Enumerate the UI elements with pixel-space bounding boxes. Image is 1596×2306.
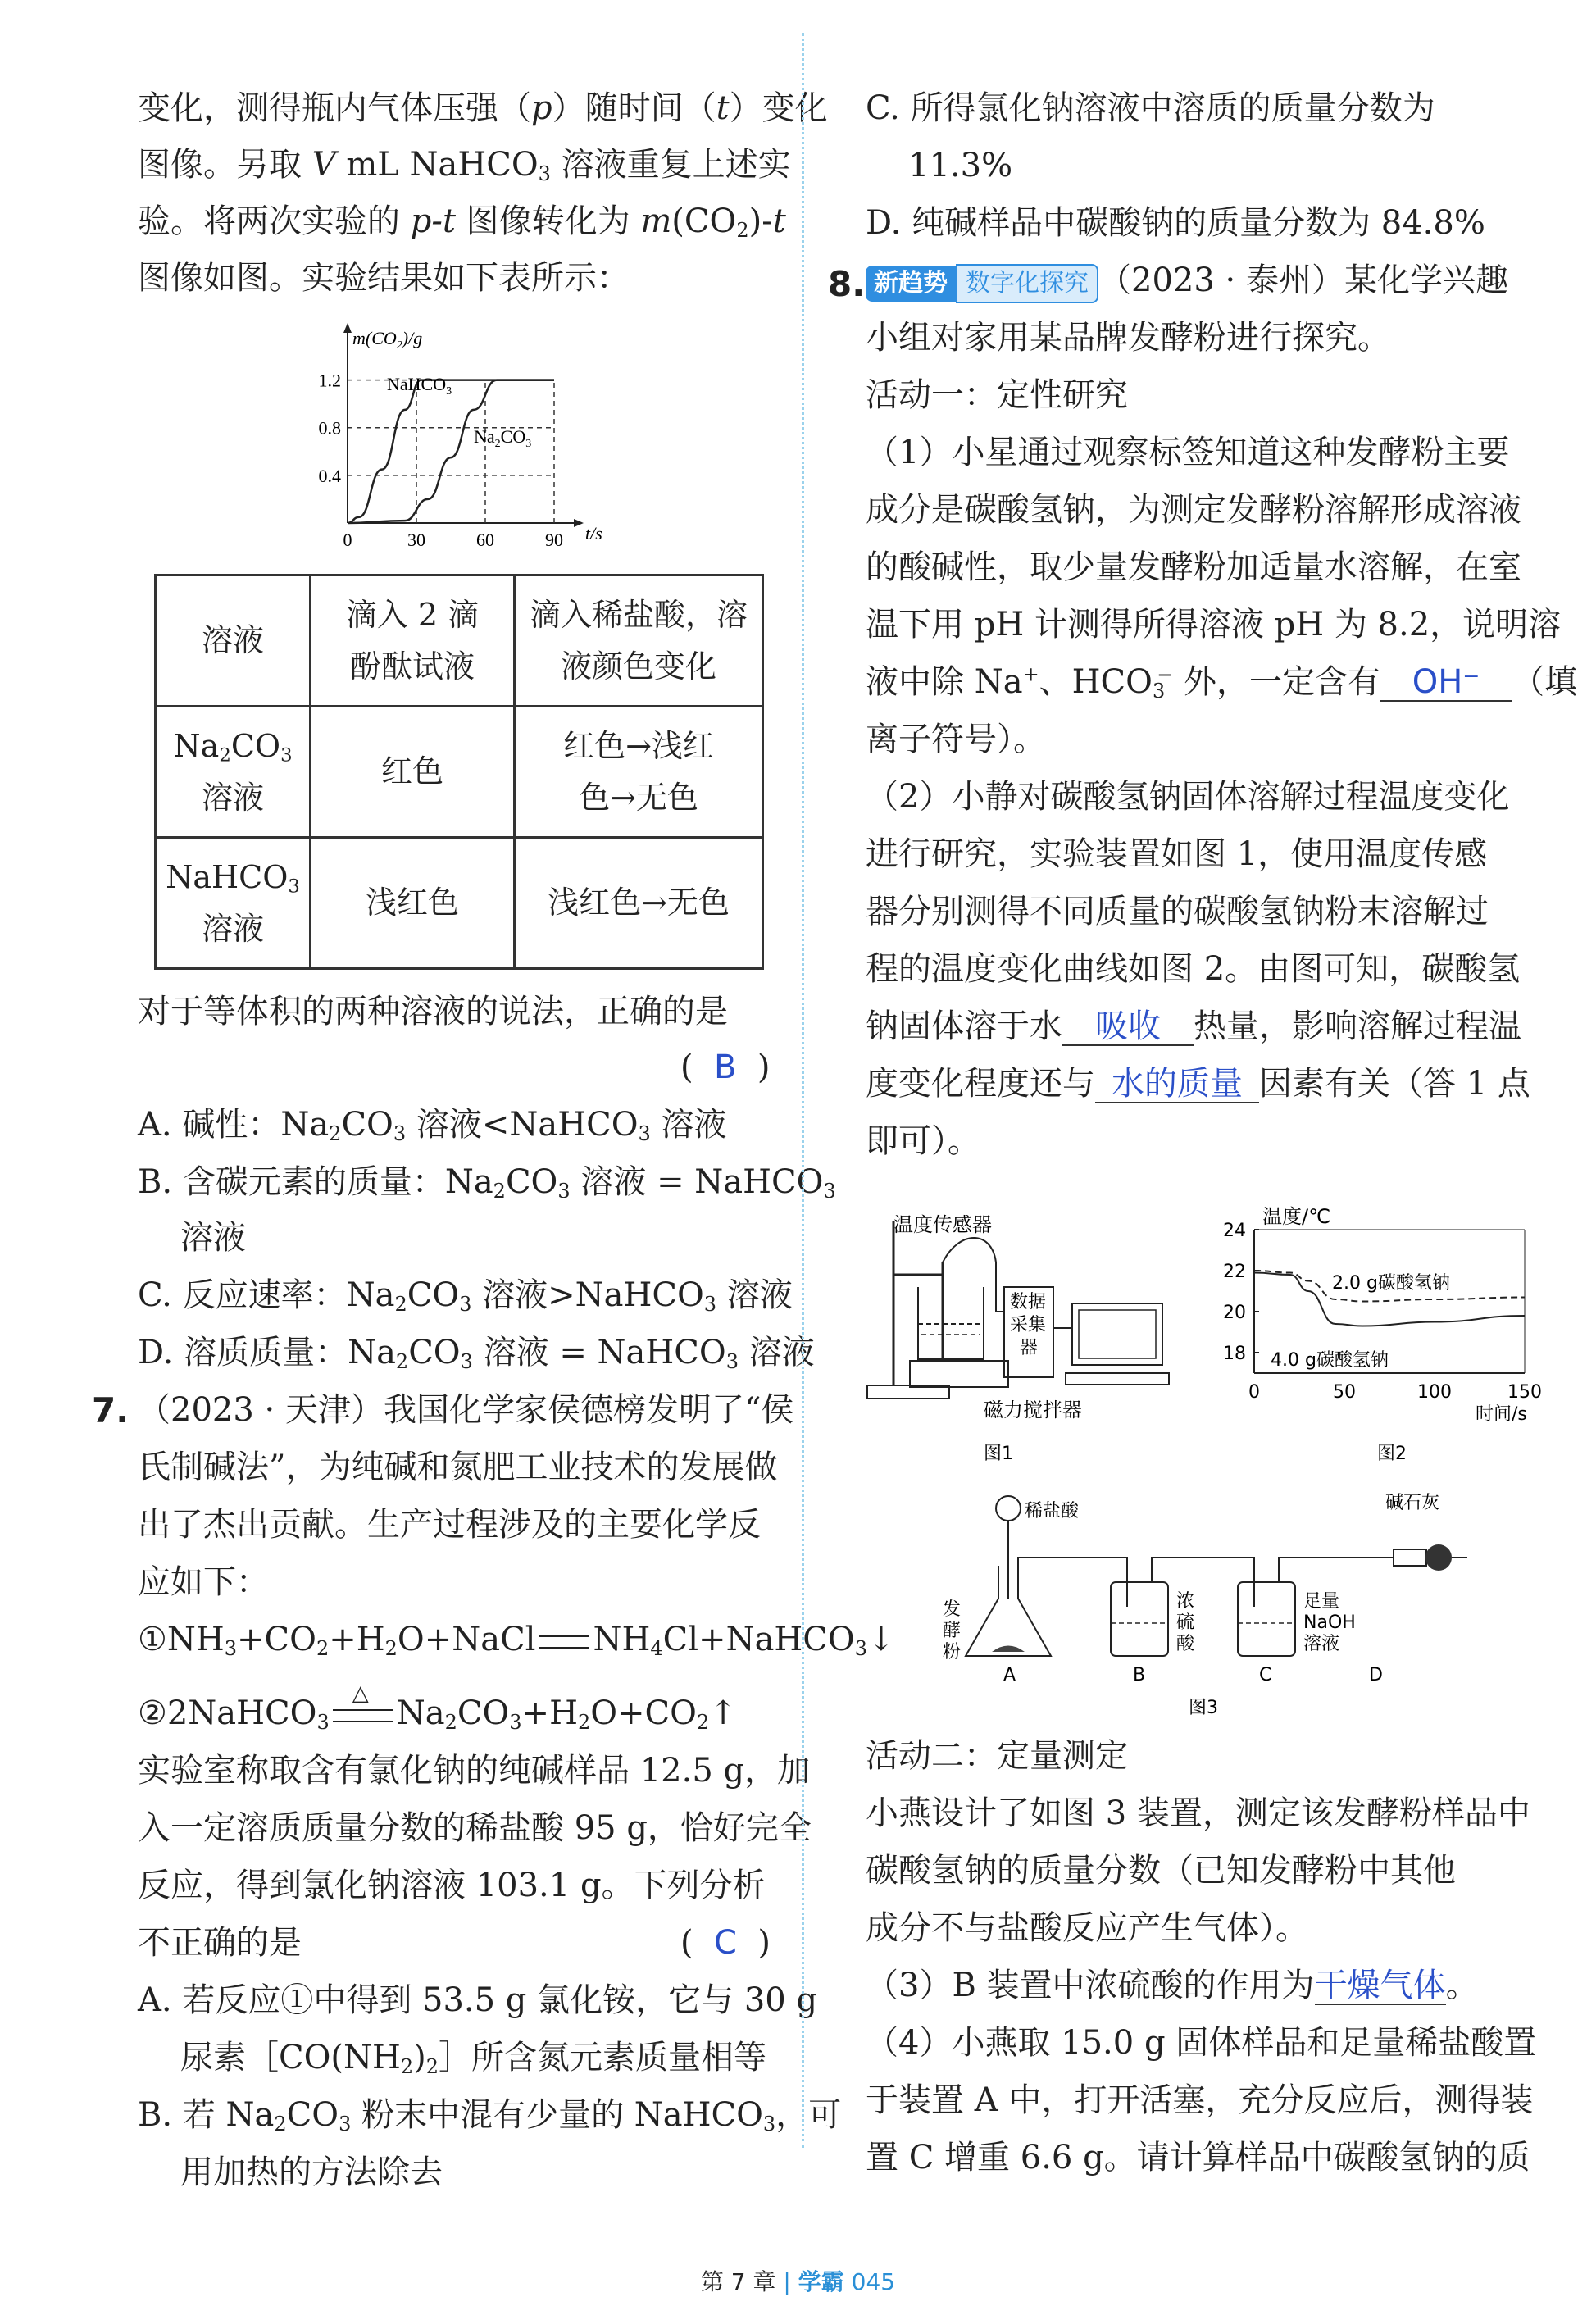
q8-line-1: 新趋势 数字化探究 （2023 · 泰州）某化学兴趣: [866, 261, 1508, 303]
x-tick-60: 60: [476, 530, 494, 550]
answer-blank-4: 干燥气体: [1314, 1967, 1446, 2004]
p5-line-3: 置 C 增重 6.6 g。请计算样品中碳酸氢钠的质: [866, 2139, 1530, 2176]
q7-option-b: B. 若 $Na_2CO_3$ 粉末中混有少量的 NaHCO$_3$，可: [138, 2096, 842, 2135]
footer-page-number: 045: [851, 2268, 896, 2295]
figure-1-caption: 图1: [984, 1444, 1013, 1464]
y-axis-arrow: [343, 323, 352, 333]
collector-label-1: 数据: [1010, 1292, 1047, 1312]
q7-line-2: 氏制碱法”，为纯碱和氮肥工业技术的发展做: [138, 1449, 778, 1486]
y-axis-label: $m(CO_2)/g$: [352, 328, 423, 352]
funnel-bulb: [996, 1496, 1021, 1521]
q7-equation-1: $①NH_3+CO_2+H_2O+NaCl$ $NH_4Cl+NaHCO_3↓$: [138, 1621, 895, 1660]
fig2-x-tick-100: 100: [1417, 1382, 1452, 1403]
p1-end: 离子符号）。: [866, 721, 1046, 758]
p2-line-3: 器分别测得不同质量的碳酸氢钠粉末溶解过: [866, 893, 1489, 930]
activity-1-title: 活动一：定性研究: [866, 376, 1128, 414]
th-hcl: 滴入稀盐酸，溶 液颜色变化: [515, 575, 763, 707]
q6-option-c: C. 反应速率：$Na_2CO_3$ 溶液>NaHCO$_3$ 溶液: [138, 1276, 793, 1316]
bottle-c: [1238, 1582, 1295, 1656]
q7-option-c: C. 所得氯化钠溶液中溶质的质量分数为: [866, 89, 1435, 127]
stirrer-label: 磁力搅拌器: [984, 1399, 1082, 1421]
p5-line-1: （4）小燕取 15.0 g 固体样品和足量稀盐酸置: [866, 2024, 1537, 2062]
sensor-cable: [943, 1238, 1004, 1312]
flask-a-powder: [992, 1646, 1025, 1653]
new-trend-tag: 新趋势: [866, 266, 956, 302]
letter-a: A: [1003, 1665, 1016, 1685]
letter-b: B: [1133, 1665, 1146, 1685]
naoh-label-2: NaOH: [1303, 1612, 1356, 1633]
cell-na2co3-hcl: 红色→浅红 色→无色: [515, 707, 763, 838]
x-axis-label: t/s: [585, 523, 602, 544]
acid-label: 稀盐酸: [1025, 1501, 1080, 1521]
cell-nahco3-phen: 浅红色: [311, 838, 515, 969]
tube-c-d: [1279, 1558, 1394, 1582]
h2so4-label-3: 酸: [1176, 1634, 1195, 1654]
q7-answer: ( C ): [680, 1924, 771, 1962]
x-tick-90: 90: [545, 530, 563, 550]
q7-body-2: 入一定溶质质量分数的稀盐酸 95 g，恰好完全: [138, 1809, 812, 1847]
q7-body-1: 实验室称取含有氯化钠的纯碱样品 12.5 g，加: [138, 1752, 811, 1790]
fig2-label-2g: 2.0 g碳酸氢钠: [1332, 1273, 1450, 1294]
fig2-label-4g: 4.0 g碳酸氢钠: [1271, 1350, 1389, 1371]
y-tick-1.2: 1.2: [318, 370, 341, 391]
q6-option-a: A. 碱性：$Na_2CO_3$ 溶液<NaHCO$_3$ 溶液: [138, 1106, 727, 1145]
drying-tube-d: [1394, 1549, 1426, 1566]
x-tick-0: 0: [343, 530, 352, 550]
activity-2-title: 活动二：定量测定: [866, 1737, 1128, 1775]
figure-2-caption: 图2: [1377, 1444, 1407, 1464]
collector-label-3: 器: [1020, 1338, 1039, 1358]
intro-line-4: 图像如图。实验结果如下表所示：: [138, 259, 630, 297]
co2-mass-chart: [295, 312, 602, 557]
series-NaHCO3: [348, 380, 554, 523]
p3-line-3: 成分不与盐酸反应产生气体）。: [866, 1909, 1308, 1947]
powder-label-3: 粉: [943, 1642, 962, 1662]
fig2-y-tick-22: 22: [1223, 1262, 1246, 1282]
q7-number: 7.: [92, 1390, 130, 1430]
series-lines: [348, 380, 554, 523]
q7-line-3: 出了杰出贡献。生产过程涉及的主要化学反: [138, 1506, 761, 1544]
stirrer-box: [910, 1361, 1008, 1387]
page-footer: [0, 2264, 1596, 2297]
q8-number: 8.: [828, 264, 866, 304]
p2-end: 即可）。: [866, 1122, 980, 1160]
p1-line-2: 成分是碳酸氢钠，为测定发酵粉溶解形成溶液: [866, 491, 1521, 529]
q7-option-d: D. 纯碱样品中碳酸钠的质量分数为 84.8%: [866, 204, 1485, 242]
p1-line-4: 温下用 pH 计测得所得溶液 pH 为 8.2，说明溶: [866, 606, 1562, 644]
q6-answer: ( B ): [680, 1048, 771, 1086]
cell-nahco3-hcl: 浅红色→无色: [515, 838, 763, 969]
answer-blank-2: 吸收: [1062, 1008, 1194, 1046]
digital-inquiry-tag: 数字化探究: [956, 264, 1098, 303]
h2so4-label-2: 硫: [1176, 1612, 1195, 1633]
p5-line-2: 于装置 A 中，打开活塞，充分反应后，测得装: [866, 2081, 1534, 2119]
results-table: [154, 574, 764, 970]
column-divider: [802, 33, 804, 2148]
intro-line-2: 图像。另取 V mL NaHCO$_3$ 溶液重复上述实: [138, 146, 791, 185]
q7-option-a: A. 若反应①中得到 53.5 g 氯化铵，它与 30 g: [138, 1981, 818, 2019]
fig2-y-tick-24: 24: [1223, 1221, 1246, 1241]
p3-line-2: 碳酸氢钠的质量分数（已知发酵粉中其他: [866, 1852, 1456, 1890]
figure-3-apparatus: [943, 1484, 1467, 1722]
q6-stem: 对于等体积的两种溶液的说法，正确的是: [138, 993, 728, 1030]
fig2-y-tick-18: 18: [1223, 1344, 1246, 1364]
q7-option-a-cont: 尿素$[CO(NH_2)_2]$所含氮元素质量相等: [180, 2039, 767, 2078]
fig2-y-label: 温度/℃: [1262, 1205, 1331, 1228]
computer-monitor: [1072, 1303, 1162, 1365]
p2-line-6: 度变化程度还与 水的质量 因素有关（答 1 点: [866, 1065, 1530, 1103]
letter-c: C: [1259, 1665, 1272, 1685]
q7-line-4: 应如下：: [138, 1563, 269, 1601]
y-tick-0.8: 0.8: [318, 417, 341, 439]
footer-sep: |: [783, 2268, 791, 2295]
tube-b-c: [1152, 1558, 1254, 1607]
fig2-x-tick-50: 50: [1333, 1382, 1356, 1403]
naoh-label-3: 溶液: [1303, 1634, 1340, 1654]
y-tick-0.4: 0.4: [318, 465, 341, 486]
q6-option-b: B. 含碳元素的质量：$Na_2CO_3$ 溶液 = NaHCO$_3$: [138, 1163, 836, 1203]
computer-base: [1066, 1373, 1169, 1385]
q7-equation-2: ②2NaHCO$_3$ △ $Na_2CO_3+H_2O+CO_2↑$: [138, 1681, 737, 1734]
drying-tube-bulb: [1425, 1544, 1452, 1571]
naoh-label-1: 足量: [1303, 1591, 1340, 1612]
label-na2co3: $Na_2CO_3$: [474, 426, 532, 450]
q7-option-c-cont: 11.3%: [908, 147, 1013, 184]
th-solution: 溶液: [156, 575, 311, 707]
letter-d: D: [1369, 1665, 1383, 1685]
collector-label-2: 采集: [1010, 1315, 1047, 1335]
intro-line-1: 变化，测得瓶内气体压强（p）随时间（t）变化: [138, 89, 828, 127]
answer-blank-3: 水的质量: [1095, 1066, 1259, 1103]
computer-screen: [1079, 1310, 1156, 1358]
cell-na2co3: $Na_2CO_3$ 溶液: [156, 707, 311, 838]
cell-na2co3-phen: 红色: [311, 707, 515, 838]
series-Na2CO3: [348, 380, 554, 523]
answer-blank-1: OH⁻: [1380, 664, 1512, 702]
p2-line-1: （2）小静对碳酸氢钠固体溶解过程温度变化: [866, 778, 1510, 816]
x-axis-arrow: [574, 519, 584, 527]
powder-label-2: 酵: [943, 1621, 962, 1641]
p1-line-3: 的酸碱性，取少量发酵粉加适量水溶解，在室: [866, 548, 1521, 586]
footer-brand: 学霸: [798, 2268, 844, 2295]
h2so4-label-1: 浓: [1176, 1591, 1195, 1612]
fig2-x-tick-0: 0: [1248, 1382, 1260, 1403]
figure-3-caption: 图3: [1189, 1698, 1218, 1718]
x-tick-30: 30: [407, 530, 425, 550]
fig2-x-tick-150: 150: [1507, 1382, 1542, 1403]
footer-chapter: 第 7 章: [700, 2268, 776, 2295]
q7-line-1: （2023 · 天津）我国化学家侯德榜发明了“侯: [138, 1391, 794, 1429]
q7-body-4: 不正确的是: [138, 1924, 302, 1962]
q8-line-2: 小组对家用某品牌发酵粉进行探究。: [866, 319, 1390, 357]
p2-line-5: 钠固体溶于水 吸收 热量，影响溶解过程温: [866, 1007, 1521, 1045]
p1-line-1: （1）小星通过观察标签知道这种发酵粉主要: [866, 434, 1510, 471]
bottle-b: [1111, 1582, 1168, 1656]
q7-option-b-cont: 用加热的方法除去: [180, 2154, 443, 2191]
q6-option-d: D. 溶质质量：$Na_2CO_3$ 溶液 = NaHCO$_3$ 溶液: [138, 1334, 815, 1373]
grid-lines: [348, 380, 554, 523]
q6-option-b-cont: 溶液: [180, 1219, 246, 1257]
intro-line-3: 验。将两次实验的 p-t 图像转化为 $m(CO_2)-t$: [138, 202, 786, 242]
label-nahco3: NaHCO$_3$: [387, 374, 452, 398]
p3-line-1: 小燕设计了如图 3 装置，测定该发酵粉样品中: [866, 1794, 1530, 1832]
powder-label-1: 发: [943, 1599, 962, 1620]
p4-line: （3）B 装置中浓硫酸的作用为干燥气体。: [866, 1967, 1479, 2004]
p1-line-5: 液中除 Na+、$HCO_3^-$ 外，一定含有 OH⁻ （填: [866, 662, 1578, 703]
fig2-y-tick-20: 20: [1223, 1303, 1246, 1323]
q7-body-3: 反应，得到氯化钠溶液 103.1 g。下列分析: [138, 1867, 766, 1904]
p2-line-4: 程的温度变化曲线如图 2。由图可知，碳酸氢: [866, 950, 1521, 988]
sensor-label: 温度传感器: [893, 1213, 992, 1236]
lime-label: 碱石灰: [1385, 1493, 1440, 1513]
cell-nahco3: NaHCO$_3$ 溶液: [156, 838, 311, 969]
p2-line-2: 进行研究，实验装置如图 1，使用温度传感: [866, 835, 1488, 873]
figure-2-temperature-chart: [1197, 1197, 1541, 1467]
fig2-ticks: [1223, 1221, 1542, 1403]
figure-1-apparatus: [861, 1197, 1180, 1467]
th-phenolphthalein: 滴入 2 滴 酚酞试液: [311, 575, 515, 707]
fig2-x-label: 时间/s: [1476, 1404, 1527, 1425]
